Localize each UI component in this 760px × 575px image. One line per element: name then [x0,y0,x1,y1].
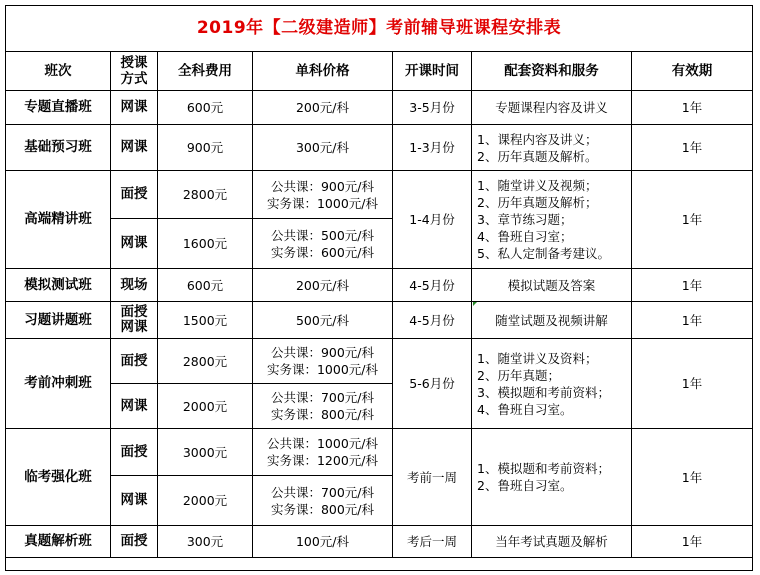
table-row [6,302,753,339]
class-name: 临考强化班 [6,429,111,526]
table-title: 2019年【二级建造师】考前辅导班课程安排表 [6,6,753,52]
class-name: 基础预习班 [6,125,111,171]
validity-cell: 1年 [632,269,753,302]
price-cell: 公共课：700元/科 实务课：800元/科 [253,384,393,429]
table-row [6,339,753,384]
header-mode: 授课 方式 [111,52,158,91]
price-cell: 公共课：500元/科 实务课：600元/科 [253,219,393,269]
class-name: 专题直播班 [6,91,111,125]
mode-cell: 网课 [111,384,158,429]
mode-cell: 面授 [111,429,158,476]
class-name: 真题解析班 [6,526,111,558]
fee-cell: 1500元 [158,302,253,339]
mode-cell: 网课 [111,91,158,125]
table-row [6,125,753,171]
time-cell: 4-5月份 [393,269,472,302]
mode-cell: 面授 [111,526,158,558]
mode-cell: 现场 [111,269,158,302]
fee-cell: 2000元 [158,384,253,429]
blank-cell [6,558,753,571]
class-name: 习题讲题班 [6,302,111,339]
cell-comment-marker [473,302,477,306]
table-row [6,171,753,219]
time-cell: 1-4月份 [393,171,472,269]
header-single-price: 单科价格 [253,52,393,91]
validity-cell: 1年 [632,125,753,171]
course-schedule-table [5,5,753,571]
table-row [6,429,753,476]
header-class: 班次 [6,52,111,91]
time-cell: 考后一周 [393,526,472,558]
materials-cell: 1、随堂讲义及视频； 2、历年真题及解析； 3、章节练习题； 4、鲁班自习室； 5、私人定制备考建议。 [472,171,632,269]
materials-cell: 模拟试题及答案 [472,269,632,302]
table-row [6,91,753,125]
price-cell: 200元/科 [253,269,393,302]
validity-cell: 1年 [632,526,753,558]
materials-cell: 1、课程内容及讲义； 2、历年真题及解析。 [472,125,632,171]
price-cell: 公共课：900元/科 实务课：1000元/科 [253,339,393,384]
fee-cell: 2800元 [158,339,253,384]
fee-cell: 2800元 [158,171,253,219]
materials-cell: 专题课程内容及讲义 [472,91,632,125]
header-validity: 有效期 [632,52,753,91]
materials-cell: 随堂试题及视频讲解 [472,302,632,339]
price-cell: 公共课：700元/科 实务课：800元/科 [253,476,393,526]
mode-cell: 网课 [111,219,158,269]
price-cell: 公共课：1000元/科 实务课：1200元/科 [253,429,393,476]
time-cell: 3-5月份 [393,91,472,125]
class-name: 考前冲刺班 [6,339,111,429]
validity-cell: 1年 [632,429,753,526]
validity-cell: 1年 [632,302,753,339]
fee-cell: 1600元 [158,219,253,269]
header-start-time: 开课时间 [393,52,472,91]
class-name: 高端精讲班 [6,171,111,269]
mode-cell: 面授 [111,171,158,219]
validity-cell: 1年 [632,339,753,429]
header-row [6,52,753,91]
fee-cell: 600元 [158,269,253,302]
price-cell: 200元/科 [253,91,393,125]
time-cell: 考前一周 [393,429,472,526]
header-materials: 配套资料和服务 [472,52,632,91]
materials-cell: 1、模拟题和考前资料； 2、鲁班自习室。 [472,429,632,526]
fee-cell: 600元 [158,91,253,125]
table-row [6,526,753,558]
materials-cell: 当年考试真题及解析 [472,526,632,558]
class-name: 模拟测试班 [6,269,111,302]
time-cell: 5-6月份 [393,339,472,429]
validity-cell: 1年 [632,91,753,125]
mode-cell: 网课 [111,476,158,526]
time-cell: 1-3月份 [393,125,472,171]
trailing-blank-row [6,558,753,571]
fee-cell: 2000元 [158,476,253,526]
time-cell: 4-5月份 [393,302,472,339]
price-cell: 300元/科 [253,125,393,171]
fee-cell: 300元 [158,526,253,558]
fee-cell: 3000元 [158,429,253,476]
mode-cell: 面授 网课 [111,302,158,339]
price-cell: 500元/科 [253,302,393,339]
validity-cell: 1年 [632,171,753,269]
price-cell: 100元/科 [253,526,393,558]
fee-cell: 900元 [158,125,253,171]
mode-cell: 面授 [111,339,158,384]
schedule-sheet [5,5,755,575]
materials-cell: 1、随堂讲义及资料； 2、历年真题； 3、模拟题和考前资料； 4、鲁班自习室。 [472,339,632,429]
mode-cell: 网课 [111,125,158,171]
header-full-fee: 全科费用 [158,52,253,91]
price-cell: 公共课：900元/科 实务课：1000元/科 [253,171,393,219]
table-row [6,269,753,302]
